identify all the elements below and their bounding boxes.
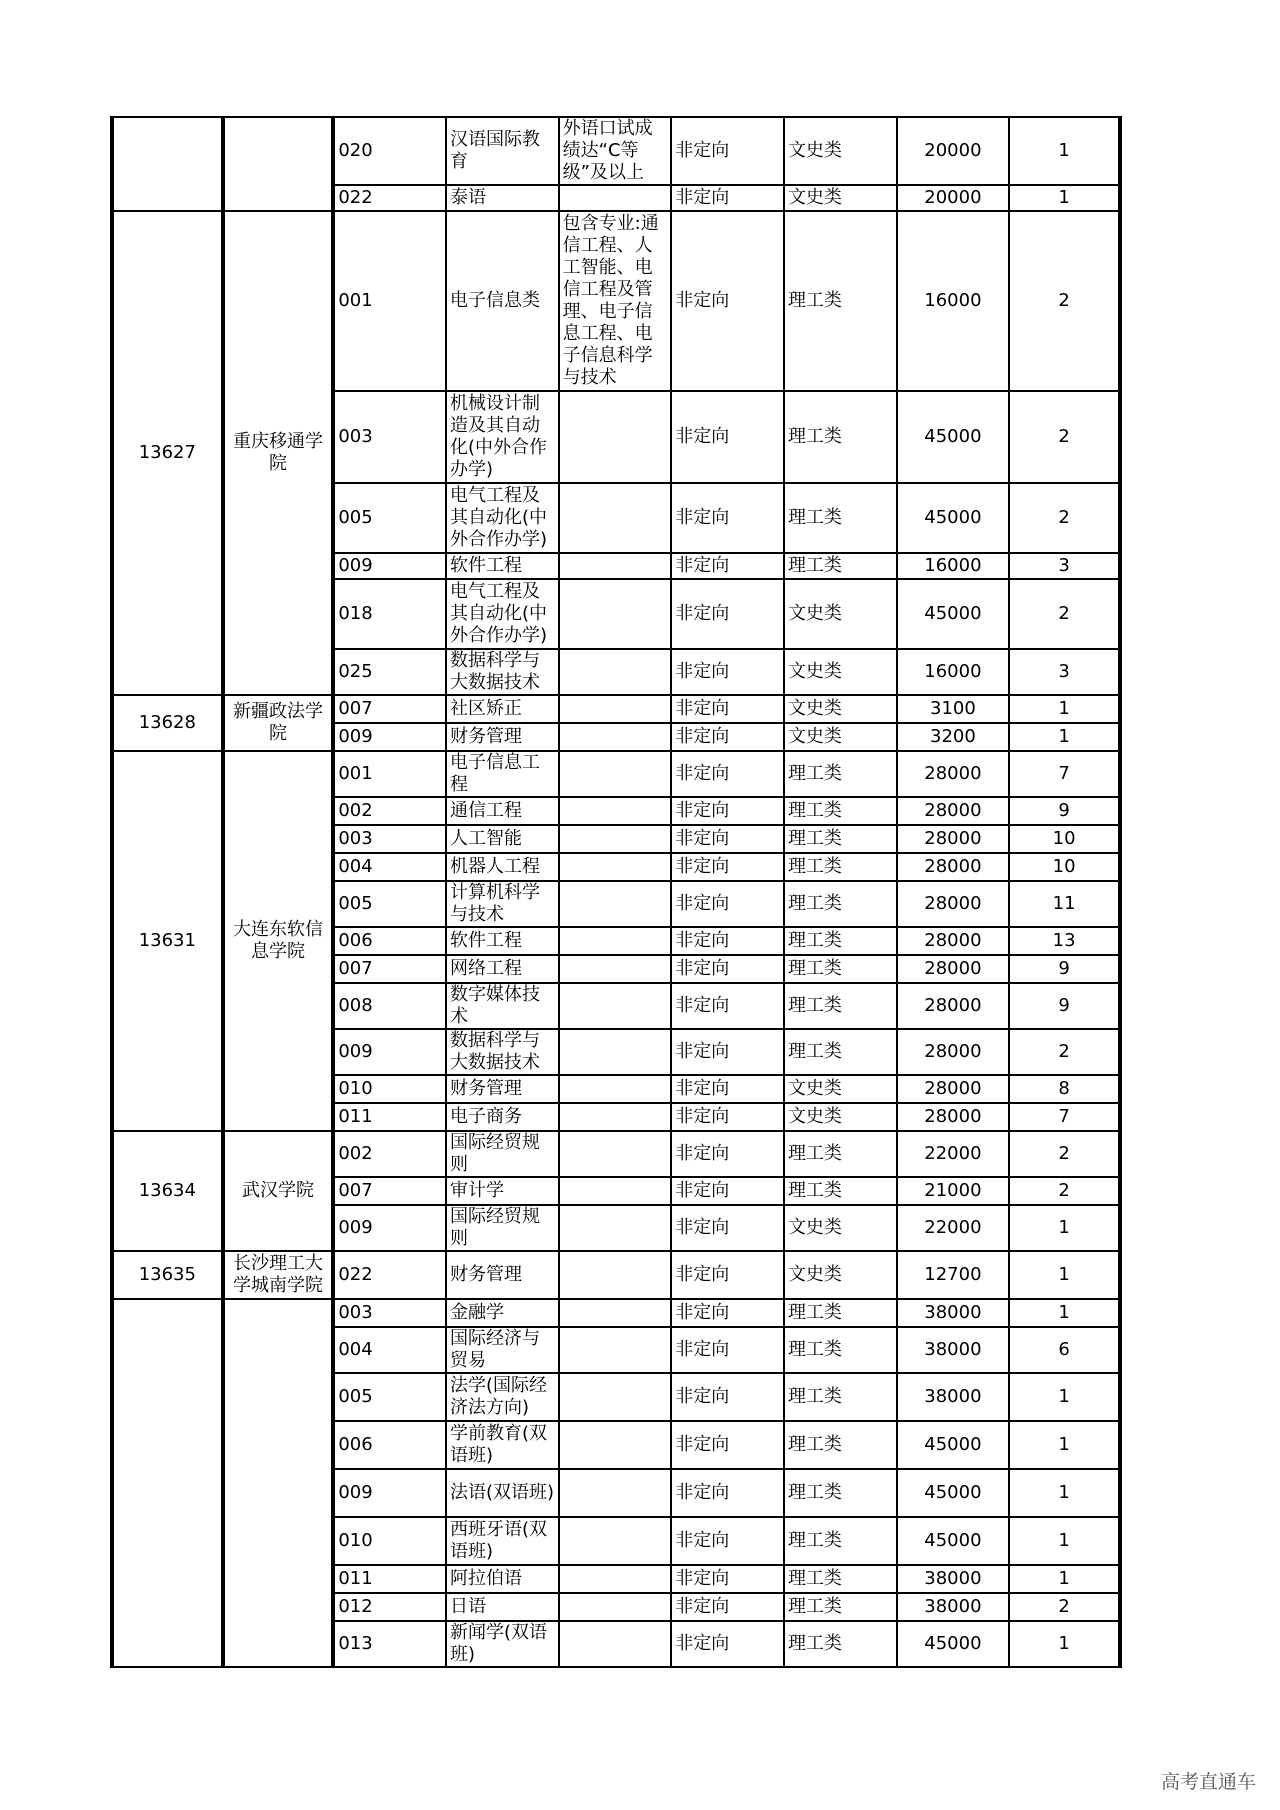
major-name-cell: 机器人工程 [446,853,559,881]
note-cell [559,1593,672,1621]
plan-code-cell: 002 [333,1131,446,1177]
quota-cell: 2 [1009,211,1120,391]
quota-cell: 2 [1009,391,1120,483]
tuition-cell: 28000 [897,797,1010,825]
note-cell [559,1103,672,1131]
orientation-cell: 非定向 [671,1565,784,1593]
tuition-cell: 28000 [897,1103,1010,1131]
orientation-cell: 非定向 [671,649,784,695]
note-cell [559,955,672,983]
category-cell: 文史类 [784,649,897,695]
note-cell [559,695,672,723]
admission-plan-table [110,116,1122,1668]
orientation-cell: 非定向 [671,1373,784,1421]
major-name-cell: 通信工程 [446,797,559,825]
quota-cell: 7 [1009,751,1120,797]
major-name-cell: 数据科学与大数据技术 [446,1029,559,1075]
category-cell: 理工类 [784,797,897,825]
tuition-cell: 28000 [897,955,1010,983]
school-code-cell [112,117,223,211]
quota-cell: 1 [1009,1299,1120,1327]
quota-cell: 1 [1009,723,1120,751]
major-name-cell: 学前教育(双语班) [446,1421,559,1469]
quota-cell: 6 [1009,1327,1120,1373]
plan-code-cell: 003 [333,825,446,853]
orientation-cell: 非定向 [671,117,784,185]
tuition-cell: 20000 [897,185,1010,211]
category-cell: 理工类 [784,553,897,579]
table-row [112,751,1120,797]
quota-cell: 9 [1009,797,1120,825]
quota-cell: 3 [1009,649,1120,695]
major-name-cell: 网络工程 [446,955,559,983]
orientation-cell: 非定向 [671,211,784,391]
table-row [112,211,1120,391]
category-cell: 理工类 [784,1327,897,1373]
quota-cell: 10 [1009,853,1120,881]
quota-cell: 1 [1009,1205,1120,1251]
category-cell: 文史类 [784,1205,897,1251]
plan-code-cell: 011 [333,1565,446,1593]
quota-cell: 1 [1009,1565,1120,1593]
plan-code-cell: 009 [333,553,446,579]
plan-code-cell: 004 [333,853,446,881]
quota-cell: 2 [1009,1131,1120,1177]
tuition-cell: 45000 [897,1421,1010,1469]
major-name-cell: 电子商务 [446,1103,559,1131]
tuition-cell: 16000 [897,553,1010,579]
tuition-cell: 22000 [897,1205,1010,1251]
tuition-cell: 45000 [897,579,1010,649]
orientation-cell: 非定向 [671,1029,784,1075]
category-cell: 理工类 [784,751,897,797]
category-cell: 理工类 [784,1469,897,1517]
tuition-cell: 45000 [897,483,1010,553]
category-cell: 理工类 [784,1593,897,1621]
tuition-cell: 28000 [897,1029,1010,1075]
orientation-cell: 非定向 [671,1299,784,1327]
category-cell: 理工类 [784,983,897,1029]
school-name-cell: 新疆政法学院 [223,695,334,751]
quota-cell: 2 [1009,579,1120,649]
category-cell: 文史类 [784,185,897,211]
major-name-cell: 数据科学与大数据技术 [446,649,559,695]
tuition-cell: 38000 [897,1299,1010,1327]
major-name-cell: 审计学 [446,1177,559,1205]
quota-cell: 1 [1009,117,1120,185]
note-cell [559,1299,672,1327]
plan-code-cell: 004 [333,1327,446,1373]
quota-cell: 2 [1009,1029,1120,1075]
note-cell [559,723,672,751]
quota-cell: 1 [1009,1421,1120,1469]
plan-code-cell: 006 [333,1421,446,1469]
school-code-cell [112,1299,223,1667]
major-name-cell: 西班牙语(双语班) [446,1517,559,1565]
major-name-cell: 人工智能 [446,825,559,853]
plan-code-cell: 003 [333,1299,446,1327]
plan-code-cell: 018 [333,579,446,649]
quota-cell: 1 [1009,695,1120,723]
tuition-cell: 22000 [897,1131,1010,1177]
orientation-cell: 非定向 [671,1177,784,1205]
orientation-cell: 非定向 [671,751,784,797]
tuition-cell: 28000 [897,751,1010,797]
quota-cell: 1 [1009,185,1120,211]
school-code-cell: 13628 [112,695,223,751]
note-cell [559,1469,672,1517]
quota-cell: 1 [1009,1251,1120,1299]
plan-code-cell: 005 [333,1373,446,1421]
quota-cell: 1 [1009,1621,1120,1667]
orientation-cell: 非定向 [671,1103,784,1131]
major-name-cell: 法语(双语班) [446,1469,559,1517]
orientation-cell: 非定向 [671,1469,784,1517]
note-cell [559,881,672,927]
plan-code-cell: 011 [333,1103,446,1131]
orientation-cell: 非定向 [671,825,784,853]
note-cell: 包含专业:通信工程、人工智能、电信工程及管理、电子信息工程、电子信息科学与技术 [559,211,672,391]
tuition-cell: 16000 [897,211,1010,391]
table-body [112,117,1120,1667]
orientation-cell: 非定向 [671,1421,784,1469]
note-cell [559,1075,672,1103]
category-cell: 理工类 [784,1517,897,1565]
note-cell [559,797,672,825]
tuition-cell: 38000 [897,1327,1010,1373]
category-cell: 理工类 [784,1373,897,1421]
table-row [112,1299,1120,1327]
category-cell: 文史类 [784,1251,897,1299]
school-name-cell: 武汉学院 [223,1131,334,1251]
orientation-cell: 非定向 [671,797,784,825]
major-name-cell: 软件工程 [446,927,559,955]
category-cell: 理工类 [784,1621,897,1667]
category-cell: 理工类 [784,483,897,553]
plan-code-cell: 005 [333,483,446,553]
category-cell: 理工类 [784,211,897,391]
plan-code-cell: 008 [333,983,446,1029]
major-name-cell: 财务管理 [446,1251,559,1299]
plan-code-cell: 010 [333,1517,446,1565]
major-name-cell: 社区矫正 [446,695,559,723]
plan-code-cell: 007 [333,955,446,983]
major-name-cell: 财务管理 [446,723,559,751]
plan-code-cell: 001 [333,751,446,797]
note-cell [559,927,672,955]
major-name-cell: 电子信息类 [446,211,559,391]
tuition-cell: 28000 [897,1075,1010,1103]
major-name-cell: 汉语国际教育 [446,117,559,185]
plan-code-cell: 002 [333,797,446,825]
note-cell [559,579,672,649]
plan-code-cell: 010 [333,1075,446,1103]
school-code-cell: 13634 [112,1131,223,1251]
tuition-cell: 45000 [897,391,1010,483]
tuition-cell: 28000 [897,881,1010,927]
note-cell [559,1565,672,1593]
note-cell [559,1517,672,1565]
quota-cell: 9 [1009,955,1120,983]
category-cell: 理工类 [784,1565,897,1593]
major-name-cell: 日语 [446,1593,559,1621]
note-cell [559,1177,672,1205]
plan-code-cell: 009 [333,723,446,751]
quota-cell: 9 [1009,983,1120,1029]
plan-code-cell: 022 [333,1251,446,1299]
note-cell [559,1621,672,1667]
school-name-cell [223,117,334,211]
orientation-cell: 非定向 [671,483,784,553]
orientation-cell: 非定向 [671,1205,784,1251]
plan-code-cell: 009 [333,1029,446,1075]
plan-code-cell: 022 [333,185,446,211]
plan-code-cell: 025 [333,649,446,695]
note-cell [559,751,672,797]
orientation-cell: 非定向 [671,579,784,649]
tuition-cell: 38000 [897,1593,1010,1621]
category-cell: 理工类 [784,1029,897,1075]
quota-cell: 3 [1009,553,1120,579]
category-cell: 理工类 [784,825,897,853]
major-name-cell: 电气工程及其自动化(中外合作办学) [446,483,559,553]
category-cell: 文史类 [784,117,897,185]
category-cell: 理工类 [784,927,897,955]
plan-code-cell: 007 [333,1177,446,1205]
table-row [112,1251,1120,1299]
orientation-cell: 非定向 [671,695,784,723]
plan-code-cell: 006 [333,927,446,955]
note-cell [559,825,672,853]
note-cell [559,1131,672,1177]
plan-code-cell: 012 [333,1593,446,1621]
school-name-cell: 长沙理工大学城南学院 [223,1251,334,1299]
category-cell: 理工类 [784,1299,897,1327]
note-cell [559,185,672,211]
plan-code-cell: 009 [333,1469,446,1517]
quota-cell: 1 [1009,1373,1120,1421]
tuition-cell: 12700 [897,1251,1010,1299]
orientation-cell: 非定向 [671,1131,784,1177]
tuition-cell: 16000 [897,649,1010,695]
tuition-cell: 45000 [897,1517,1010,1565]
quota-cell: 1 [1009,1517,1120,1565]
note-cell [559,1205,672,1251]
tuition-cell: 28000 [897,825,1010,853]
note-cell [559,1373,672,1421]
major-name-cell: 国际经贸规则 [446,1131,559,1177]
orientation-cell: 非定向 [671,983,784,1029]
tuition-cell: 28000 [897,983,1010,1029]
note-cell [559,1029,672,1075]
note-cell [559,483,672,553]
tuition-cell: 21000 [897,1177,1010,1205]
major-name-cell: 计算机科学与技术 [446,881,559,927]
category-cell: 文史类 [784,579,897,649]
plan-code-cell: 007 [333,695,446,723]
major-name-cell: 新闻学(双语班) [446,1621,559,1667]
orientation-cell: 非定向 [671,1075,784,1103]
category-cell: 理工类 [784,881,897,927]
orientation-cell: 非定向 [671,853,784,881]
orientation-cell: 非定向 [671,1517,784,1565]
note-cell [559,1327,672,1373]
major-name-cell: 国际经贸规则 [446,1205,559,1251]
orientation-cell: 非定向 [671,553,784,579]
category-cell: 理工类 [784,391,897,483]
orientation-cell: 非定向 [671,185,784,211]
quota-cell: 1 [1009,1469,1120,1517]
plan-code-cell: 001 [333,211,446,391]
quota-cell: 8 [1009,1075,1120,1103]
note-cell [559,853,672,881]
orientation-cell: 非定向 [671,1621,784,1667]
category-cell: 理工类 [784,853,897,881]
tuition-cell: 28000 [897,927,1010,955]
quota-cell: 2 [1009,483,1120,553]
orientation-cell: 非定向 [671,1327,784,1373]
major-name-cell: 电子信息工程 [446,751,559,797]
orientation-cell: 非定向 [671,927,784,955]
major-name-cell: 软件工程 [446,553,559,579]
quota-cell: 7 [1009,1103,1120,1131]
orientation-cell: 非定向 [671,881,784,927]
orientation-cell: 非定向 [671,1593,784,1621]
major-name-cell: 机械设计制造及其自动化(中外合作办学) [446,391,559,483]
quota-cell: 2 [1009,1177,1120,1205]
major-name-cell: 财务管理 [446,1075,559,1103]
major-name-cell: 电气工程及其自动化(中外合作办学) [446,579,559,649]
quota-cell: 10 [1009,825,1120,853]
watermark: 高考直通车 [1160,1771,1256,1793]
plan-code-cell: 005 [333,881,446,927]
tuition-cell: 45000 [897,1469,1010,1517]
orientation-cell: 非定向 [671,391,784,483]
note-cell [559,391,672,483]
major-name-cell: 数字媒体技术 [446,983,559,1029]
quota-cell: 11 [1009,881,1120,927]
tuition-cell: 45000 [897,1621,1010,1667]
category-cell: 文史类 [784,695,897,723]
tuition-cell: 20000 [897,117,1010,185]
school-name-cell: 大连东软信息学院 [223,751,334,1131]
major-name-cell: 法学(国际经济法方向) [446,1373,559,1421]
plan-code-cell: 013 [333,1621,446,1667]
tuition-cell: 3200 [897,723,1010,751]
tuition-cell: 38000 [897,1373,1010,1421]
quota-cell: 2 [1009,1593,1120,1621]
school-name-cell [223,1299,334,1667]
school-code-cell: 13627 [112,211,223,695]
note-cell [559,1421,672,1469]
note-cell [559,553,672,579]
note-cell [559,649,672,695]
note-cell [559,1251,672,1299]
category-cell: 文史类 [784,1103,897,1131]
plan-code-cell: 020 [333,117,446,185]
plan-code-cell: 003 [333,391,446,483]
quota-cell: 13 [1009,927,1120,955]
school-code-cell: 13635 [112,1251,223,1299]
category-cell: 理工类 [784,955,897,983]
major-name-cell: 阿拉伯语 [446,1565,559,1593]
table-row [112,1131,1120,1177]
major-name-cell: 国际经济与贸易 [446,1327,559,1373]
orientation-cell: 非定向 [671,955,784,983]
category-cell: 理工类 [784,1131,897,1177]
table-row [112,695,1120,723]
orientation-cell: 非定向 [671,723,784,751]
major-name-cell: 泰语 [446,185,559,211]
plan-code-cell: 009 [333,1205,446,1251]
category-cell: 理工类 [784,1421,897,1469]
table-row [112,117,1120,185]
note-cell [559,983,672,1029]
category-cell: 理工类 [784,1177,897,1205]
major-name-cell: 金融学 [446,1299,559,1327]
school-name-cell: 重庆移通学院 [223,211,334,695]
tuition-cell: 3100 [897,695,1010,723]
school-code-cell: 13631 [112,751,223,1131]
tuition-cell: 38000 [897,1565,1010,1593]
note-cell: 外语口试成绩达“C等级”及以上 [559,117,672,185]
orientation-cell: 非定向 [671,1251,784,1299]
tuition-cell: 28000 [897,853,1010,881]
category-cell: 文史类 [784,1075,897,1103]
category-cell: 文史类 [784,723,897,751]
